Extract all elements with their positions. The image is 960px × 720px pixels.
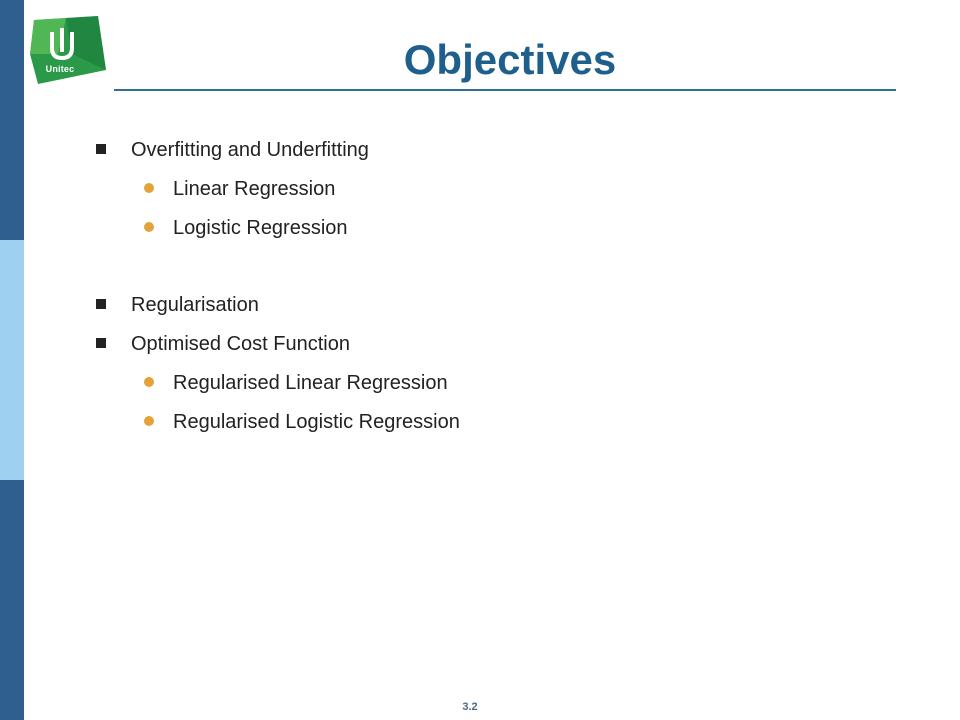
round-bullet-icon <box>144 222 154 232</box>
logo-text: Unitec <box>45 64 75 74</box>
slide-number: 3.2 <box>462 701 478 713</box>
unitec-logo-mark <box>28 14 108 86</box>
slide-title: Objectives <box>403 36 617 83</box>
sidebar-stripe-middle <box>0 240 24 480</box>
sub-bullet-item: Regularised Logistic Regression <box>173 411 460 433</box>
title-divider <box>114 89 896 91</box>
round-bullet-icon <box>144 183 154 193</box>
bullet-item: Optimised Cost Function <box>131 333 350 355</box>
sub-bullet-item: Regularised Linear Regression <box>173 372 448 394</box>
unitec-logo <box>28 14 108 86</box>
square-bullet-icon <box>96 338 106 348</box>
sidebar-stripe-top <box>0 0 24 240</box>
sub-bullet-item: Logistic Regression <box>173 217 348 239</box>
square-bullet-icon <box>96 299 106 309</box>
sidebar-stripe-bottom <box>0 480 24 720</box>
square-bullet-icon <box>96 144 106 154</box>
bullet-item: Overfitting and Underfitting <box>131 139 369 161</box>
sub-bullet-item: Linear Regression <box>173 178 336 200</box>
bullet-item: Regularisation <box>131 294 259 316</box>
round-bullet-icon <box>144 377 154 387</box>
round-bullet-icon <box>144 416 154 426</box>
